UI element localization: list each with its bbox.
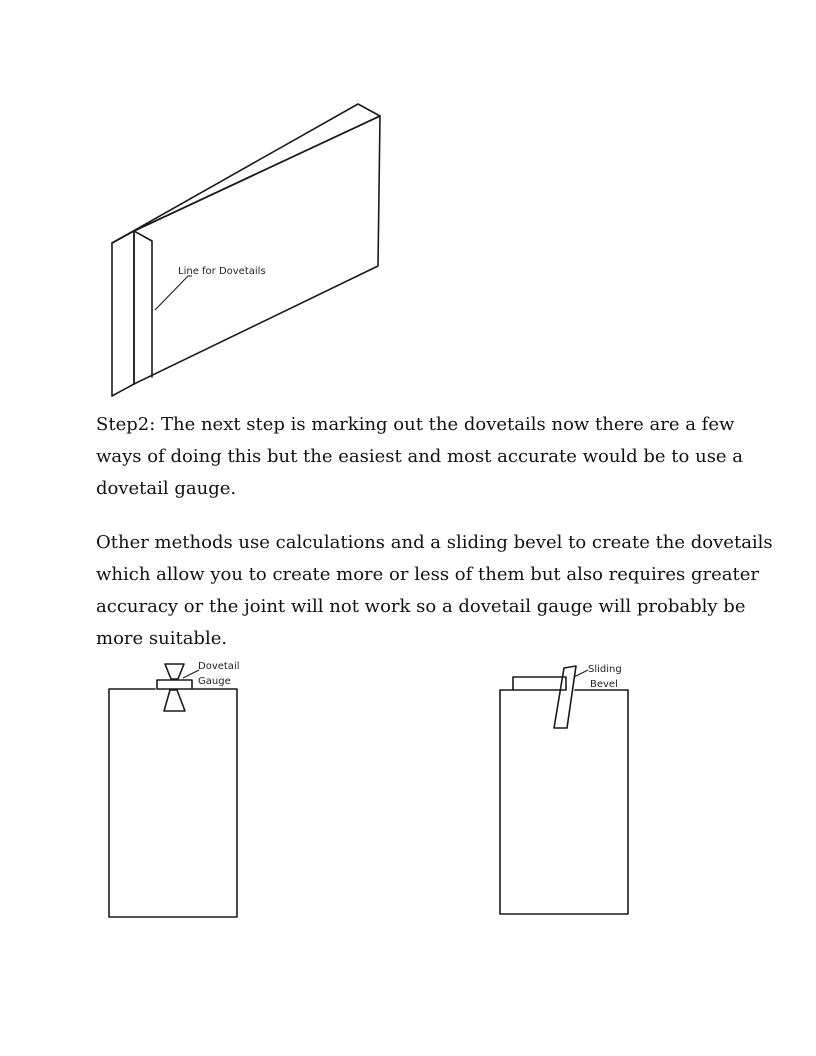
board-front-face: [134, 116, 380, 384]
gauge-top-wedge: [165, 664, 184, 679]
bevel-label-line2: Bevel: [590, 679, 618, 690]
bevel-label-line1: Sliding: [588, 664, 622, 675]
gauge-leader: [183, 670, 199, 678]
sliding-bevel-illustration: [420, 650, 816, 930]
methods-paragraph: Other methods use calculations and a sliding bevel to create the dovetails which allow you to create more or less of them but also requires greater accuracy or the joint will not work so a dovetail gauge will probably be more suitable.: [96, 532, 773, 649]
gauge-lower-wedge: [164, 690, 185, 711]
gauge-board-outline: [109, 689, 237, 917]
bevel-stock: [513, 677, 566, 690]
gauge-center-bar: [157, 680, 192, 689]
step2-paragraph: Step2: The next step is marking out the dovetails now there are a few ways of doing this but the easiest and most accurate would be to use a dovetail gauge.: [96, 414, 744, 499]
board-end-face: [112, 231, 134, 396]
board-illustration: [0, 0, 816, 400]
dovetail-line-label: Line for Dovetails: [178, 266, 266, 277]
dovetail-gauge-illustration: [0, 650, 420, 930]
bevel-leader: [574, 670, 588, 677]
bevel-board-outline: [500, 690, 628, 914]
dovetail-line: [134, 231, 152, 377]
dovetail-line-leader: [155, 276, 192, 310]
bevel-blade: [554, 666, 576, 728]
gauge-label-line2: Gauge: [198, 676, 231, 687]
gauge-label-line1: Dovetail: [198, 661, 240, 672]
